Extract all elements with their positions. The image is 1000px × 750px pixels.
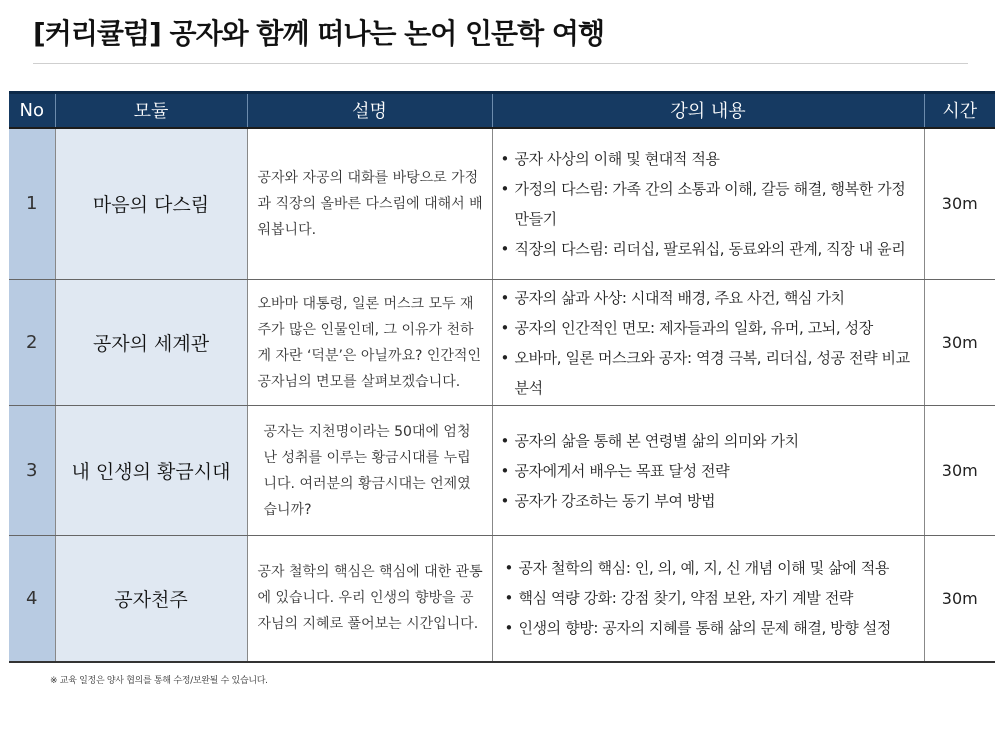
table-header-row: [9, 93, 995, 128]
row-no: 4: [9, 536, 55, 662]
table-row: [9, 128, 995, 280]
title-divider: [33, 63, 968, 64]
row-module: 공자천주: [55, 536, 247, 662]
footnote: ※ 교육 일정은 양사 협의를 통해 수정/보완될 수 있습니다.: [50, 676, 268, 686]
curriculum-table: [9, 91, 995, 663]
row-content: [492, 128, 924, 280]
row-content: [492, 536, 924, 662]
header-module: 모듈: [55, 93, 247, 128]
header-content: 강의 내용: [492, 93, 924, 128]
content-item: • 공자가 강조하는 동기 부여 방법: [499, 486, 918, 516]
header-description: 설명: [247, 93, 492, 128]
row-module: 내 인생의 황금시대: [55, 406, 247, 536]
table-row: [9, 536, 995, 662]
content-item: • 공자의 삶을 통해 본 연령별 삶의 의미와 가치: [499, 426, 918, 456]
row-time: 30m: [924, 536, 995, 662]
content-item: • 공자 철학의 핵심: 인, 의, 예, 지, 신 개념 이해 및 삶에 적용: [499, 553, 918, 583]
row-no: 3: [9, 406, 55, 536]
row-time: 30m: [924, 280, 995, 406]
row-no: 1: [9, 128, 55, 280]
content-item: • 공자에게서 배우는 목표 달성 전략: [499, 456, 918, 486]
content-item: • 인생의 향방: 공자의 지혜를 통해 삶의 문제 해결, 방향 설정: [499, 613, 918, 643]
row-content: [492, 406, 924, 536]
row-description: 오바마 대통령, 일론 머스크 모두 재주가 많은 인물인데, 그 이유가 천하게 자란 ‘덕분’은 아닐까요? 인간적인 공자님의 면모를 살펴보겠습니다.: [247, 280, 492, 406]
content-item: • 공자의 삶과 사상: 시대적 배경, 주요 사건, 핵심 가치: [499, 283, 918, 313]
content-item: • 오바마, 일론 머스크와 공자: 역경 극복, 리더십, 성공 전략 비교 분석: [499, 343, 918, 403]
row-module: 공자의 세계관: [55, 280, 247, 406]
row-time: 30m: [924, 128, 995, 280]
content-item: • 직장의 다스림: 리더십, 팔로워십, 동료와의 관계, 직장 내 윤리: [499, 234, 918, 264]
page-title: [커리큘럼] 공자와 함께 떠나는 논어 인문학 여행: [33, 17, 604, 50]
row-no: 2: [9, 280, 55, 406]
table-row: [9, 406, 995, 536]
content-item: • 공자 사상의 이해 및 현대적 적용: [499, 144, 918, 174]
row-description: 공자와 자공의 대화를 바탕으로 가정과 직장의 올바른 다스림에 대해서 배워봅니다.: [247, 128, 492, 280]
row-description: 공자 철학의 핵심은 핵심에 대한 관통에 있습니다. 우리 인생의 향방을 공자님의 지혜로 풀어보는 시간입니다.: [247, 536, 492, 662]
row-module: 마음의 다스림: [55, 128, 247, 280]
content-item: • 공자의 인간적인 면모: 제자들과의 일화, 유머, 고뇌, 성장: [499, 313, 918, 343]
header-no: No: [9, 93, 55, 128]
content-item: • 가정의 다스림: 가족 간의 소통과 이해, 갈등 해결, 행복한 가정 만들기: [499, 174, 918, 234]
header-time: 시간: [924, 93, 995, 128]
table-row: [9, 280, 995, 406]
row-content: [492, 280, 924, 406]
content-item: • 핵심 역량 강화: 강점 찾기, 약점 보완, 자기 계발 전략: [499, 583, 918, 613]
row-description: 공자는 지천명이라는 50대에 엄청난 성취를 이루는 황금시대를 누립니다. 여러분의 황금시대는 언제였습니까?: [247, 406, 492, 536]
row-time: 30m: [924, 406, 995, 536]
